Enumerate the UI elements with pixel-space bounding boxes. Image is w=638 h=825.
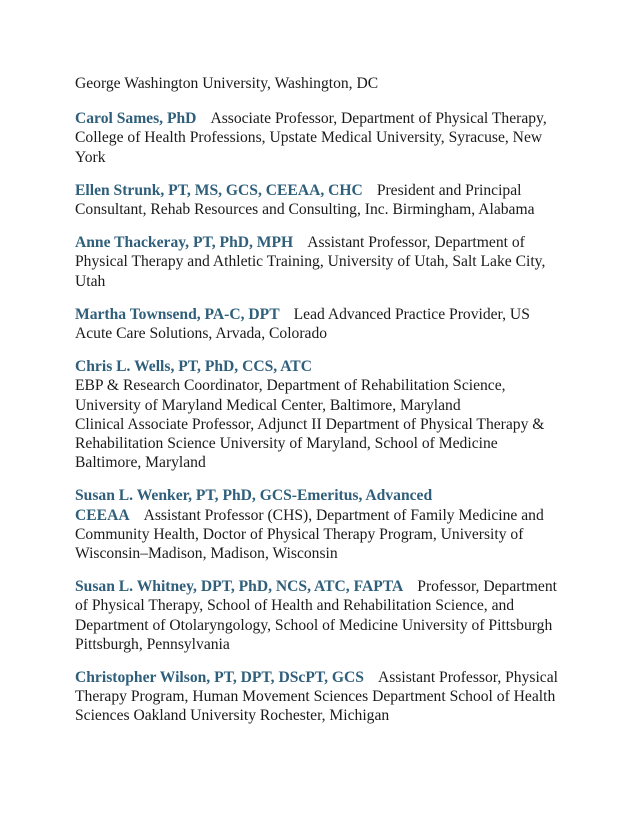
contributor-name: Christopher Wilson, PT, DPT, DScPT, GCS xyxy=(75,669,364,687)
contributor-entry xyxy=(75,233,565,291)
contributor-entry xyxy=(75,357,565,472)
contributor-affiliation: President and Principal Consultant, Rehab Resources and Consulting, Inc. Birmingham, Alabama xyxy=(75,181,535,219)
contributor-affiliation: Assistant Professor, Physical Therapy Program, Human Movement Sciences Department School of Health Sciences Oakland University Rochester, Michigan xyxy=(75,669,558,725)
contributor-entry xyxy=(75,486,565,563)
continuation-text: George Washington University, Washington, DC xyxy=(75,75,379,92)
contributor-affiliation: Professor, Department of Physical Therapy, School of Health and Rehabilitation Science, and Department of Otolaryngology, School of Medicine University of Pittsburgh Pittsburgh, Pennsylvania xyxy=(75,578,557,653)
contributor-entry xyxy=(75,305,565,343)
contributor-name: Anne Thackeray, PT, PhD, MPH xyxy=(75,234,294,252)
contributor-affiliation: Assistant Professor, Department of Physical Therapy and Athletic Training, University of Utah, Salt Lake City, Utah xyxy=(75,234,546,290)
contributor-entry xyxy=(75,109,565,167)
contributor-affiliation: Lead Advanced Practice Provider, US Acute Care Solutions, Arvada, Colorado xyxy=(75,305,530,343)
contributors-list xyxy=(75,74,565,740)
contributor-entry xyxy=(75,668,565,726)
contributor-name-continued: CEEAA xyxy=(75,506,130,524)
contributor-name: Martha Townsend, PA-C, DPT xyxy=(75,305,280,323)
contributor-name: Chris L. Wells, PT, PhD, CCS, ATC xyxy=(75,358,312,376)
contributor-entry xyxy=(75,181,565,219)
contributor-name: Carol Sames, PhD xyxy=(75,110,197,128)
contributor-entry xyxy=(75,577,565,654)
contributor-name: Susan L. Whitney, DPT, PhD, NCS, ATC, FAPTA xyxy=(75,578,404,596)
contributor-affiliation: Associate Professor, Department of Physical Therapy, College of Health Professions, Upstate Medical University, Syracuse, New York xyxy=(75,110,547,166)
contributor-name: Ellen Strunk, PT, MS, GCS, CEEAA, CHC xyxy=(75,181,363,199)
contributor-affiliation: Assistant Professor (CHS), Department of Family Medicine and Community Health, Doctor of Physical Therapy Program, University of Wisconsin–Madison, Madison, Wisconsin xyxy=(75,506,544,563)
contributor-affiliation-secondary: Clinical Associate Professor, Adjunct II Department of Physical Therapy & Rehabilitation Science University of Maryland, School of Medicine Baltimore, Maryland xyxy=(75,415,545,472)
contributor-affiliation: EBP & Research Coordinator, Department of Rehabilitation Science, University of Maryland Medical Center, Baltimore, Maryland xyxy=(75,377,506,414)
contributor-name: Susan L. Wenker, PT, PhD, GCS-Emeritus, Advanced xyxy=(75,487,433,505)
